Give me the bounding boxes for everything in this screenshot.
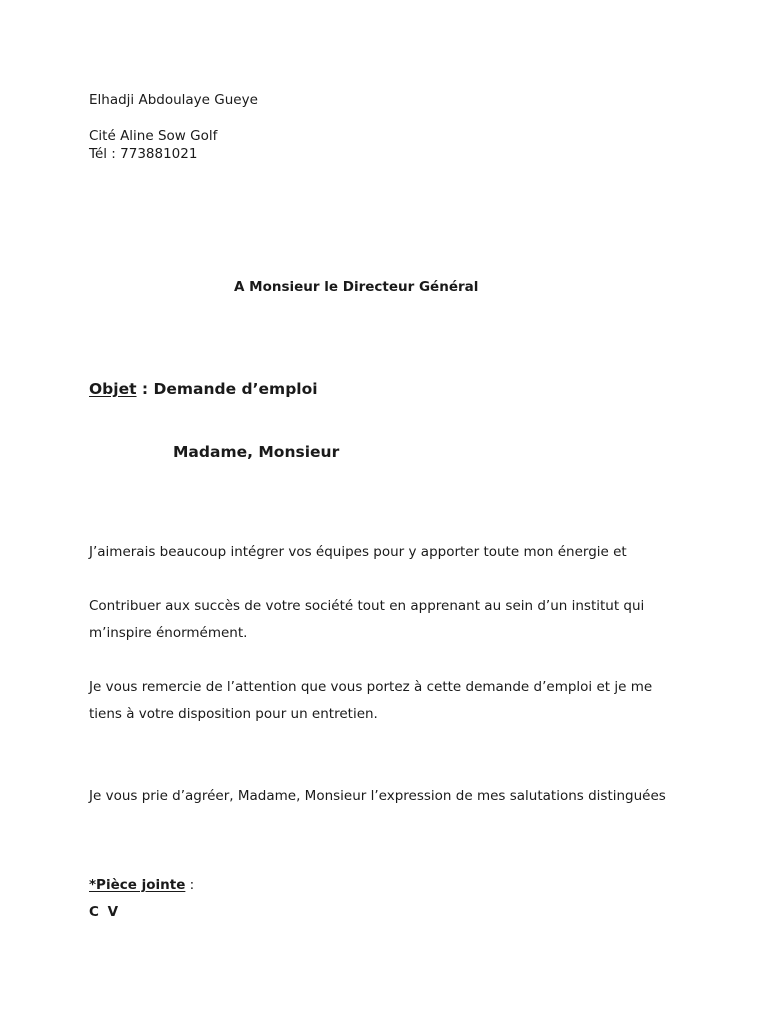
subject-label: Objet bbox=[89, 380, 137, 398]
body-paragraph-1: J’aimerais beaucoup intégrer vos équipes pour y apporter toute mon énergie et bbox=[89, 544, 627, 560]
sender-name: Elhadji Abdoulaye Gueye bbox=[89, 92, 258, 108]
attachment-item: C V bbox=[89, 904, 121, 920]
sender-address: Cité Aline Sow Golf bbox=[89, 128, 218, 144]
subject-text: Demande d’emploi bbox=[153, 380, 318, 398]
attachment-line bbox=[89, 876, 194, 894]
sender-phone: Tél : 773881021 bbox=[89, 146, 198, 162]
closing-line: Je vous prie d’agréer, Madame, Monsieur l’expression de mes salutations distinguées bbox=[89, 788, 666, 804]
salutation: Madame, Monsieur bbox=[173, 443, 340, 461]
subject-separator: : bbox=[136, 380, 154, 398]
attachment-label: *Pièce jointe bbox=[89, 877, 186, 893]
body-paragraph-3-line-2: tiens à votre disposition pour un entretien. bbox=[89, 706, 378, 722]
subject-line bbox=[89, 380, 318, 398]
body-paragraph-2-line-1: Contribuer aux succès de votre société tout en apprenant au sein d’un institut qui bbox=[89, 598, 645, 614]
recipient-line: A Monsieur le Directeur Général bbox=[234, 279, 479, 295]
body-paragraph-3-line-1: Je vous remercie de l’attention que vous portez à cette demande d’emploi et je me bbox=[89, 679, 653, 695]
attachment-colon: : bbox=[185, 877, 195, 893]
body-paragraph-2-line-2: m’inspire énormément. bbox=[89, 625, 248, 641]
